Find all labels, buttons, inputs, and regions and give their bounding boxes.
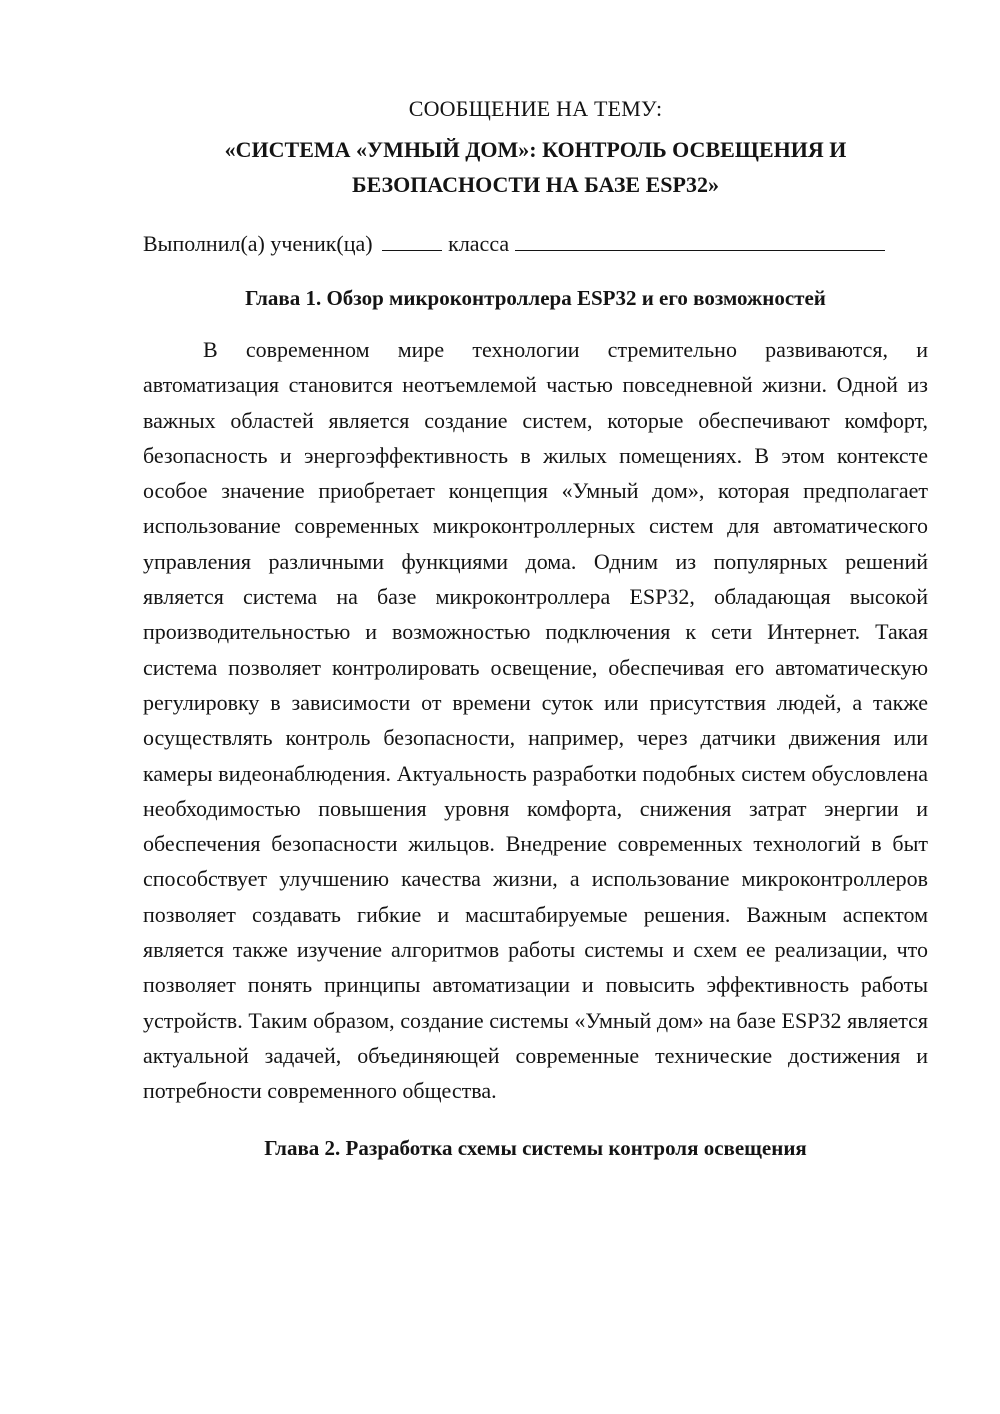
- chapter-2-heading: Глава 2. Разработка схемы системы контроля освещения: [264, 1135, 807, 1160]
- chapter-1-heading: Глава 1. Обзор микроконтроллера ESP32 и его возможностей: [245, 286, 826, 310]
- author-line: [143, 227, 928, 261]
- document-title: «СИСТЕМА «УМНЫЙ ДОМ»: КОНТРОЛЬ ОСВЕЩЕНИЯ И БЕЗОПАСНОСТИ НА БАЗЕ ESP32»: [224, 137, 847, 197]
- document-type: СООБЩЕНИЕ НА ТЕМУ:: [408, 96, 663, 121]
- class-label: класса: [448, 231, 510, 256]
- document-page: [143, 92, 928, 1165]
- name-blank: [515, 228, 885, 251]
- class-blank: [382, 228, 442, 251]
- chapter-1-paragraph: В современном мире технологии стремительно развиваются, и автоматизация становится неотъемлемой частью повседневной жизни. Одной из важных областей является создание систем, которые обеспечивают комфорт, безопасность и энергоэффективность в жилых помещениях. В этом контексте особое значение приобретает концепция «Умный дом», которая предполагает использование современных микроконтроллерных систем для автоматического управления различными функциями дома. Одним из популярных решений является система на базе микроконтроллера ESP32, обладающая высокой производительностью и возможностью подключения к сети Интернет. Такая система позволяет контролировать освещение, обеспечивая его автоматическую регулировку в зависимости от времени суток или присутствия людей, а также осуществлять контроль безопасности, например, через датчики движения или камеры видеонаблюдения. Актуальность разработки подобных систем обусловлена необходимостью повышения уровня комфорта, снижения затрат энергии и обеспечения безопасности жильцов. Внедрение современных технологий в быт способствует улучшению качества жизни, а использование микроконтроллеров позволяет создавать гибкие и масштабируемые решения. Важным аспектом является также изучение алгоритмов работы системы и схем ее реализации, что позволяет понять принципы автоматизации и повысить эффективность работы устройств. Таким образом, создание системы «Умный дом» на базе ESP32 является актуальной задачей, объединяющей современные технические достижения и потребности современного общества.: [143, 337, 928, 1104]
- author-prefix: Выполнил(а) ученик(ца): [143, 231, 373, 256]
